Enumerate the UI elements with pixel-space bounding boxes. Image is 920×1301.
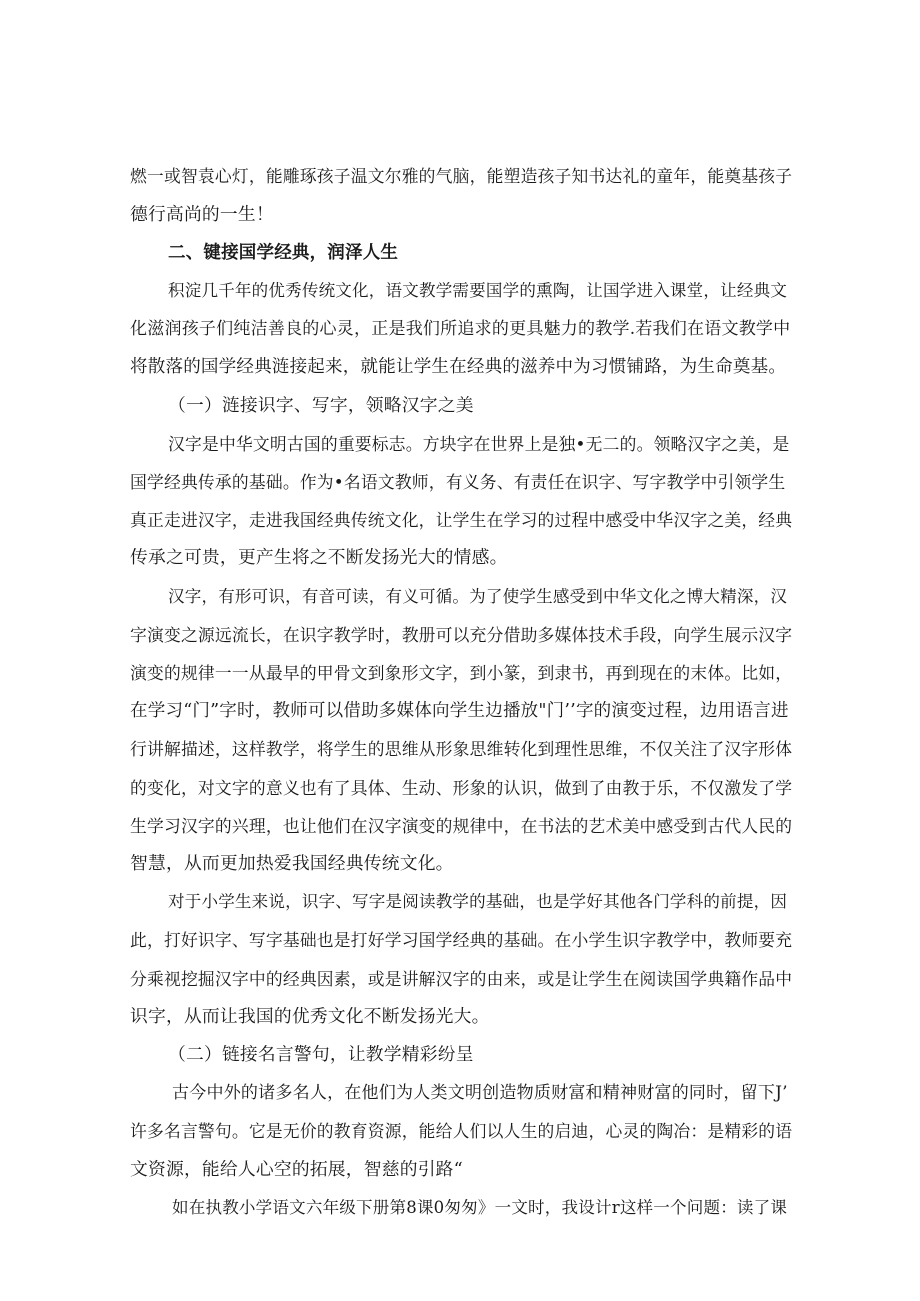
body-line: 分乘视挖掘汉字中的经典因素，或是讲解汉字的由来，或是让学生在阅读国学典籍作品中 [130,969,793,989]
body-line: 文资源，能给人心空的拓展，智慈的引路“ [130,1159,463,1180]
body-line: 对于小学生来说，识字、写字是阅读教学的基础，也是学好其他各门学科的前提，因 [168,892,788,911]
body-line: 许多名言警句。它是无价的教育资源，能给人们以人生的启迪，心灵的陶冶：是精彩的语 [130,1121,793,1141]
body-line: 识字，从而让我国的优秀文化不断发扬光大。 [130,1006,490,1027]
body-line: 燃一或智袁心灯，能雕琢孩子温文尔雅的气脑，能塑造孩子知书达礼的童年，能奠基孩子 [130,166,793,186]
body-line: 积淀几千年的优秀传统文化，语文教学需要国学的熏陶，让国学进入课堂，让经典文 [168,281,788,300]
body-line: 智慧，从而更加热爱我国经典传统文化。 [130,853,454,874]
body-line: 将散落的国学经典涟接起来，就能让学生在经典的滋养中为习惯铺路，为生命奠基。 [130,357,787,377]
body-line: 演变的规律一一从最早的甲骨文到象形文字，到小篆，到隶书，再到现在的末体。比如， [130,663,793,683]
body-line: 行讲解描述，这样教学，将学生的思维从形象思维转化到理性思维，不仅关注了汉字形体 [130,739,793,759]
section-heading: 二、键接国学经典，润泽人生 [168,243,399,263]
body-line: 字演变之源远流长，在识字教学时，教册可以充分借助多媒体技术手段，向学生展示汉字 [130,625,793,645]
subsection-heading: （二）链接名言警句，让教学精彩纷呈 [168,1044,474,1065]
body-line: 此，打好识字、写字基础也是打好学习国学经典的基础。在小学生识字教学中，教师要充 [130,930,793,950]
body-line: 生学习汉字的兴理，也让他们在汉字演变的规律中，在书法的艺术美中感受到古代人民的 [130,816,793,836]
body-line: 的变化，对文字的意义也有了具体、生动、形象的认识，做到了由教于乐，不仅激发了学 [130,778,793,798]
body-line: 汉字，有形可识，有音可读，有义可循。为了使学生感受到中华文化之博大精深，汉 [168,587,788,606]
body-line: 如在执教小学语文六年级下册第8课0匆匆》一文时，我设计r这样一个问题：读了课 [172,1198,788,1217]
body-line: 化滋润孩子们纯洁善良的心灵，正是我们所追求的更具魅力的教学.若我们在语文教学中 [130,319,791,339]
subsection-heading: （一）涟接识字、写字，领略汉字之美 [168,395,474,416]
body-line: 在学习“门”字时，教师可以借助多媒体向学生边播放"门’’字的演变过程，边用语言进 [130,701,789,721]
body-line: 德行高尚的一生！ [130,204,274,225]
body-line: 传承之可贵，更产生将之不断发扬光大的情感。 [130,547,508,568]
body-line: 国学经典传承的基础。作为•名语文教师，有义务、有责任在识字、写字教学中引领学生 [130,472,786,492]
body-line: 汉字是中华文明古国的重要标志。方块字在世界上是独•无二的。领略汉字之美，是 [168,434,790,454]
body-line: 古今中外的诸多名人，在他们为人类文明创造物质财富和精神财富的同时，留下J’ [172,1083,788,1103]
body-line: 真正走进汉字，走进我国经典传统文化，让学生在学习的过程中感受中华汉字之美，经典 [130,510,793,530]
